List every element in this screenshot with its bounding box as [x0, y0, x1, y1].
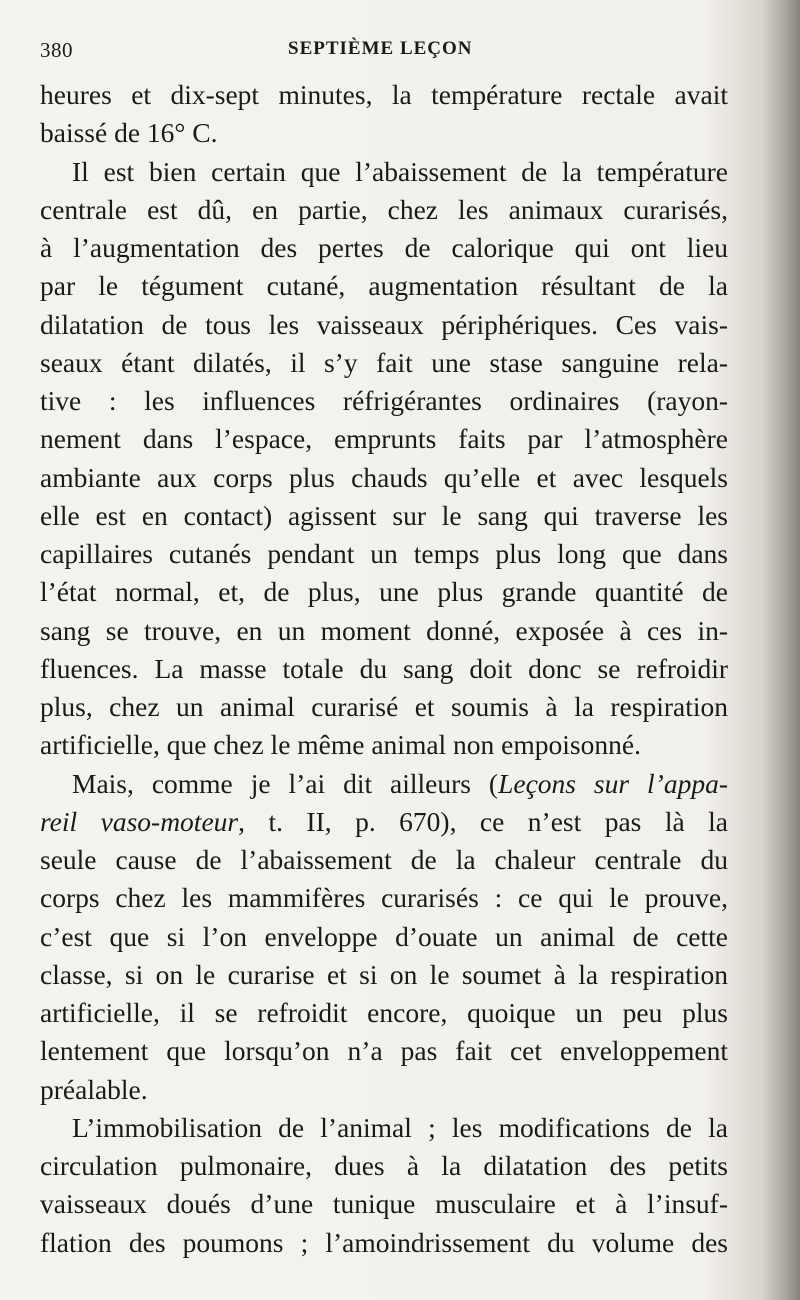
text-line: corps chez les mammifères curarisés : ce qui le prouve, — [40, 882, 728, 914]
text-line: seaux étant dilatés, il s’y fait une stase sanguine rela- — [40, 346, 728, 378]
text-line: fluences. La masse totale du sang doit donc se refroidir — [40, 652, 728, 684]
text-line: capillaires cutanés pendant un temps plus long que dans — [40, 538, 728, 569]
text-run: , t. II, p. 670), ce n’est pas là la — [238, 805, 728, 837]
text-line: circulation pulmonaire, dues à la dilatation des petits — [40, 1150, 728, 1181]
text-line: c’est que si l’on enveloppe d’ouate un animal de cette — [40, 920, 728, 952]
text-line: artificielle, il se refroidit encore, quoique un peu plus — [40, 997, 728, 1028]
citation-title: reil vaso-moteur — [40, 805, 239, 837]
text-line: préalable. — [40, 1073, 148, 1105]
text-line: heures et dix-sept minutes, la température rectale avait — [40, 79, 728, 110]
text-run: Mais, comme je l’ai dit ailleurs ( — [72, 767, 499, 799]
text-line: plus, chez un animal curarisé et soumis à la respiration — [40, 691, 728, 722]
text-line: seule cause de l’abaissement de la chaleur centrale du — [40, 844, 728, 875]
page-number: 380 — [40, 38, 73, 62]
text-line: baissé de 16° C. — [40, 117, 218, 149]
text-line: artificielle, que chez le même animal non empoisonné. — [40, 729, 641, 761]
text-line: nement dans l’espace, emprunts faits par l’atmosphère — [40, 423, 728, 455]
text-line: lentement que lorsqu’on n’a pas fait cet enveloppement — [40, 1035, 728, 1067]
text-line — [40, 765, 728, 803]
text-line: vaisseaux doués d’une tunique musculaire et à l’insuf- — [40, 1188, 728, 1220]
text-line: l’état normal, et, de plus, une plus grande quantité de — [40, 576, 728, 608]
text-line: flation des poumons ; l’amoindrissement du volume des — [40, 1226, 728, 1258]
text-line: dilatation de tous les vaisseaux périphériques. Ces vais- — [40, 308, 728, 340]
page-edge-shadow — [762, 0, 800, 1300]
text-line: par le tégument cutané, augmentation résultant de la — [40, 270, 728, 302]
page-header — [40, 38, 730, 68]
citation-title: Leçons sur l’appa- — [498, 767, 728, 799]
text-line — [40, 803, 728, 841]
text-line: sang se trouve, en un moment donné, exposée à ces in- — [40, 614, 728, 646]
text-line: centrale est dû, en partie, chez les animaux curarisés, — [40, 193, 728, 225]
text-line: elle est en contact) agissent sur le sang qui traverse les — [40, 499, 728, 531]
text-line: tive : les influences réfrigérantes ordinaires (rayon- — [40, 385, 728, 416]
text-line: L’immobilisation de l’animal ; les modifications de la — [72, 1111, 728, 1143]
body-text — [40, 76, 728, 1262]
text-line: à l’augmentation des pertes de calorique qui ont lieu — [40, 232, 728, 263]
text-line: ambiante aux corps plus chauds qu’elle et avec lesquels — [40, 461, 728, 493]
running-head: SEPTIÈME LEÇON — [288, 38, 473, 59]
text-line: Il est bien certain que l’abaissement de la température — [72, 155, 728, 187]
text-line: classe, si on le curarise et si on le soumet à la respiration — [40, 958, 728, 990]
